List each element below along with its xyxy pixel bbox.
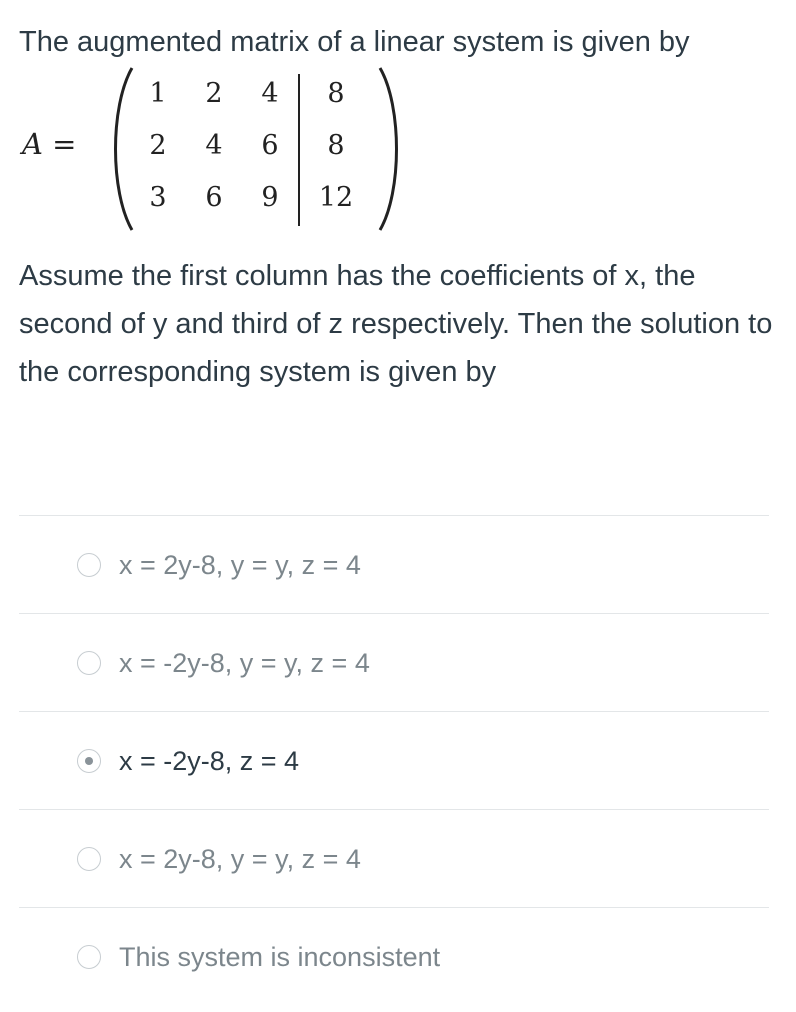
radio-button[interactable] — [77, 553, 101, 577]
answer-label[interactable]: x = 2y-8, y = y, z = 4 — [119, 844, 361, 874]
matrix-cell: 2 — [149, 130, 167, 161]
answer-label[interactable]: This system is inconsistent — [119, 942, 441, 972]
matrix-cell: 6 — [261, 130, 279, 161]
matrix-cell: 1 — [149, 78, 167, 109]
answer-option[interactable] — [19, 515, 769, 613]
answer-label[interactable]: x = -2y-8, z = 4 — [119, 746, 300, 776]
matrix-cell: 12 — [318, 182, 354, 213]
matrix-cell: 4 — [205, 130, 223, 161]
radio-button[interactable] — [77, 945, 101, 969]
matrix-cell: 4 — [261, 78, 279, 109]
matrix-cell: 3 — [149, 182, 167, 213]
answer-label[interactable]: x = 2y-8, y = y, z = 4 — [119, 550, 361, 580]
matrix-cell: 9 — [261, 182, 279, 213]
equals-sign: = — [52, 127, 77, 161]
matrix-cell: 8 — [327, 78, 345, 109]
answer-option[interactable] — [19, 613, 769, 711]
question-description: Assume the first column has the coefficients of x, the second of y and third of z respectively. Then the solution to the corresponding system is given by — [19, 260, 773, 388]
answer-list — [19, 515, 769, 1005]
matrix-cell: 6 — [205, 182, 223, 213]
matrix-cell: 2 — [205, 78, 223, 109]
answer-label[interactable]: x = -2y-8, y = y, z = 4 — [119, 648, 370, 678]
answer-option[interactable] — [19, 907, 769, 1005]
answer-option[interactable] — [19, 809, 769, 907]
answer-option[interactable] — [19, 711, 769, 809]
radio-button-selected[interactable] — [77, 749, 101, 773]
question-intro: The augmented matrix of a linear system is given by — [19, 26, 690, 58]
matrix-label: A — [22, 127, 43, 161]
radio-button[interactable] — [77, 847, 101, 871]
augment-divider — [298, 74, 300, 226]
radio-button[interactable] — [77, 651, 101, 675]
right-paren-icon — [376, 66, 406, 232]
matrix-lhs — [22, 124, 76, 164]
augmented-matrix-equation — [18, 66, 418, 232]
matrix-cell: 8 — [327, 130, 345, 161]
left-paren-icon — [106, 66, 136, 232]
